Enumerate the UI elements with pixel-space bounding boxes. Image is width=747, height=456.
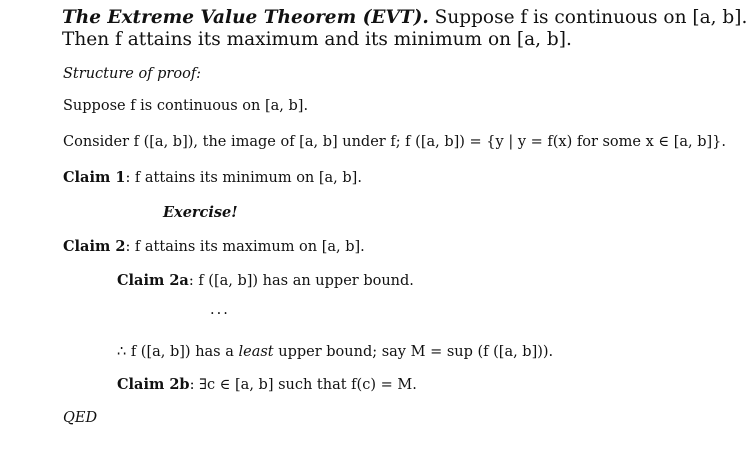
claim-1-label: Claim 1 [63,169,126,186]
theorem-statement-line-1 [62,8,747,28]
theorem-statement-line-2: Then f attains its maximum and its minimum on [a, b]. [62,29,572,50]
least-word: least [238,344,274,360]
claim-1-text: : f attains its minimum on [a, b]. [125,170,362,186]
claim-1 [63,169,362,186]
theorem-hypothesis: Suppose f is continuous on [a, b]. [428,7,747,28]
theorem-heading: The Extreme Value Theorem (EVT). [62,7,429,28]
claim-2 [63,238,365,255]
consider-line: Consider f ([a, b]), the image of [a, b] under f; f ([a, b]) = {y | y = f(x) for some x ∈ [a, b]}. [63,134,727,150]
claim-2a-label: Claim 2a [117,272,189,289]
claim-2b-label: Claim 2b [117,376,190,393]
qed-mark: QED [63,410,98,426]
claim-2-text: : f attains its maximum on [a, b]. [125,239,365,255]
ellipsis: ... [210,302,230,318]
claim-2a [117,272,414,289]
therefore-rest: upper bound; say M = sup (f ([a, b])). [273,344,554,360]
therefore-text: ∴ f ([a, b]) has a [117,344,239,360]
claim-2b-text: : ∃c ∈ [a, b] such that f(c) = M. [189,377,417,393]
structure-of-proof-label: Structure of proof: [63,66,202,82]
claim-2-label: Claim 2 [63,238,126,255]
suppose-line: Suppose f is continuous on [a, b]. [63,98,309,114]
exercise-note: Exercise! [163,204,238,221]
claim-2a-text: : f ([a, b]) has an upper bound. [188,273,414,289]
claim-2b [117,376,417,393]
therefore-line [117,344,553,360]
